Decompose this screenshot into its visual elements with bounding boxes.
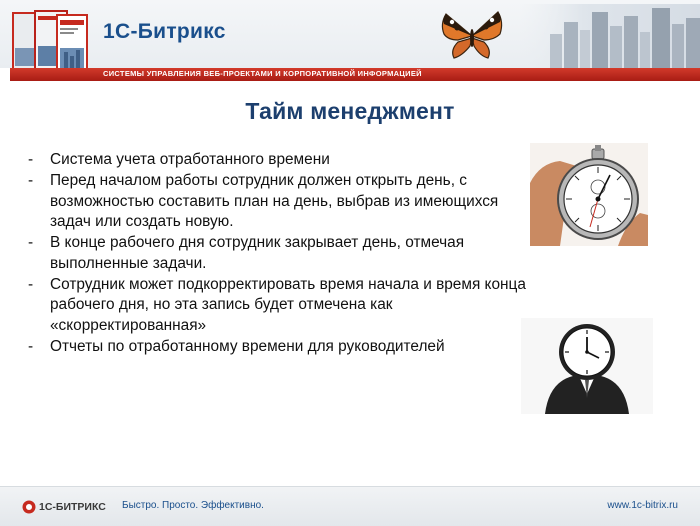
footer-url[interactable]: www.1c-bitrix.ru (607, 500, 678, 511)
butterfly-icon (438, 10, 506, 62)
city-skyline-image (520, 4, 700, 68)
stopwatch-image (530, 143, 648, 246)
tagline: СИСТЕМЫ УПРАВЛЕНИЯ ВЕБ-ПРОЕКТАМИ И КОРПОРАТИВНОЙ ИНФОРМАЦИЕЙ (103, 69, 422, 78)
bullet-item: - Сотрудник может подкорректировать время начала и время конца рабочего дня, но эта запись будет отмечена как «скорректированная» (28, 275, 526, 334)
tagline-bar (10, 68, 700, 81)
bullet-item: - Система учета отработанного времени (28, 151, 330, 168)
footer-slogan: Быстро. Просто. Эффективно. (122, 500, 264, 511)
slide-header (0, 0, 700, 90)
clock-head-man-image (521, 318, 653, 414)
footer-logo-text: 1С-БИТРИКС (39, 501, 106, 513)
slide-footer (0, 486, 700, 526)
bullet-list (28, 150, 528, 358)
bitrix-logo-icon (22, 500, 36, 514)
bullet-item: - Отчеты по отработанному времени для руководителей (28, 337, 445, 355)
footer-logo (22, 498, 112, 516)
slide-title: Тайм менеджмент (245, 98, 455, 124)
bullet-item: - В конце рабочего дня сотрудник закрывает день, отмечая выполненные задачи. (28, 234, 465, 272)
brand-title: 1С-Битрикс (103, 20, 226, 43)
bullet-item: - Перед началом работы сотрудник должен открыть день, с возможностью составить план на день, выбрав из имеющихся задач или создать новую. (28, 172, 499, 230)
